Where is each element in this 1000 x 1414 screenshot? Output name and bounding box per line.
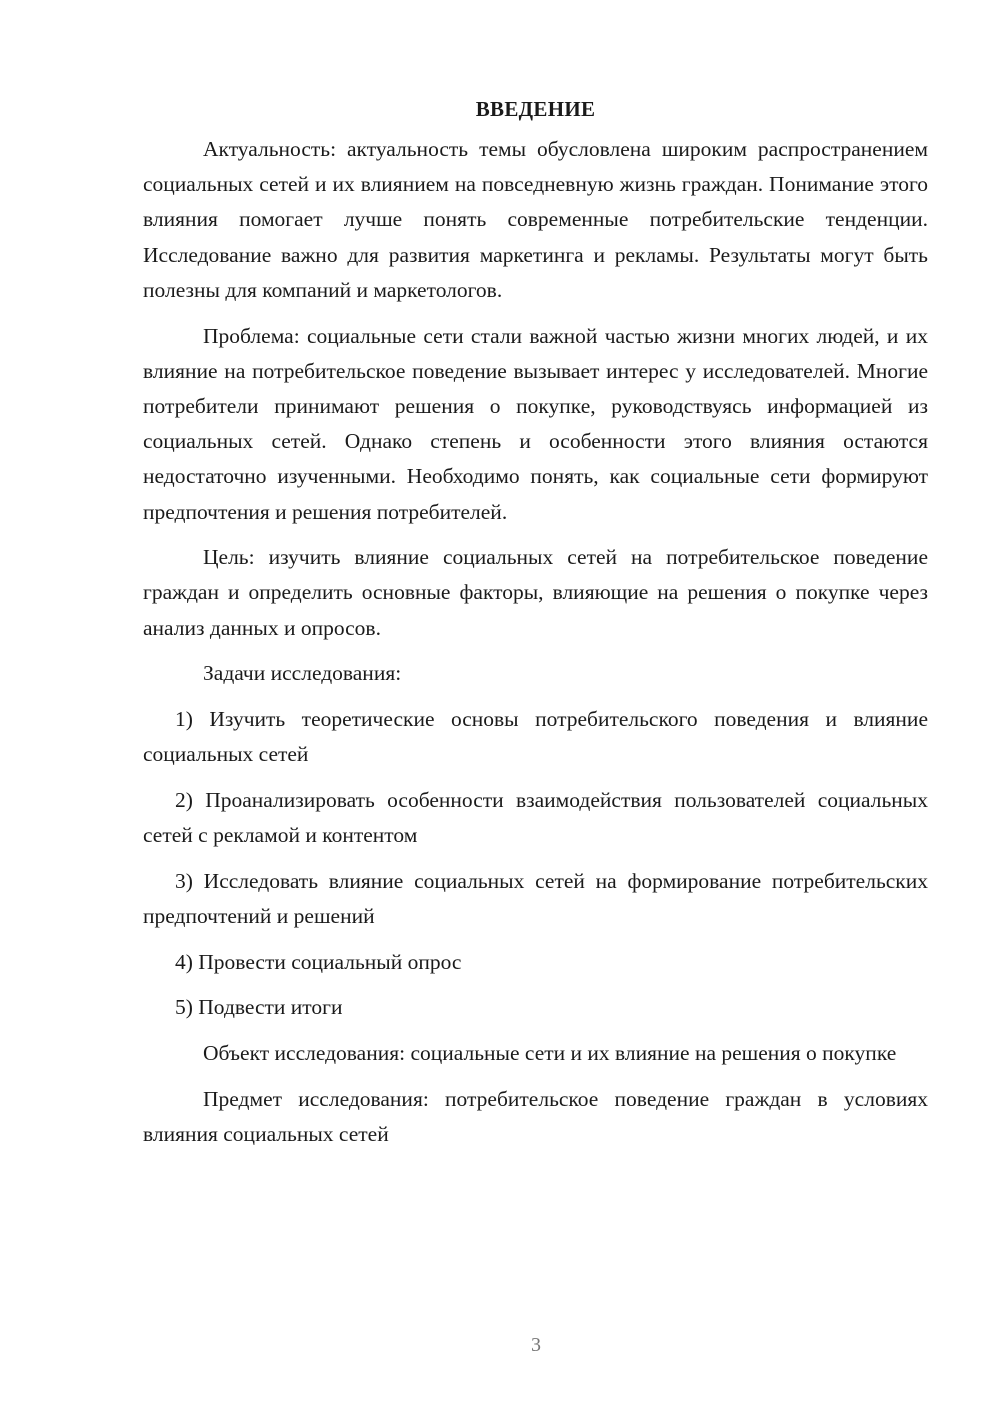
document-page xyxy=(143,92,928,1163)
paragraph-goal: Цель: изучить влияние социальных сетей на потребительское поведение граждан и определить основные факторы, влияющие на решения о покупке через анализ данных и опросов. xyxy=(143,545,928,640)
task-item-5: 5) Подвести итоги xyxy=(175,995,343,1020)
page-title: ВВЕДЕНИЕ xyxy=(475,97,596,121)
task-item-3: 3) Исследовать влияние социальных сетей на формирование потребительских предпочтений и решений xyxy=(143,868,928,929)
paragraph-subject: Предмет исследования: потребительское поведение граждан в условиях влияния социальных сетей xyxy=(143,1086,928,1147)
task-item-2: 2) Проанализировать особенности взаимодействия пользователей социальных сетей с рекламой и контентом xyxy=(143,787,928,848)
paragraph-relevance: Актуальность: актуальность темы обусловлена широким распространением социальных сетей и их влиянием на повседневную жизнь граждан. Понимание этого влияния помогает лучше понять современные потребительские тенденции. Исследование важно для развития маркетинга и рекламы. Результаты могут быть полезны для компаний и маркетологов. xyxy=(143,137,928,302)
tasks-heading: Задачи исследования: xyxy=(203,661,402,686)
page-number: 3 xyxy=(531,1334,541,1356)
paragraph-object: Объект исследования: социальные сети и их влияние на решения о покупке xyxy=(203,1041,897,1066)
task-item-1: 1) Изучить теоретические основы потребительского поведения и влияние социальных сетей xyxy=(143,707,928,767)
paragraph-problem: Проблема: социальные сети стали важной частью жизни многих людей, и их влияние на потребительское поведение вызывает интерес у исследователей. Многие потребители принимают решения о покупке, руководствуясь информацией из социальных сетей. Однако степень и особенности этого влияния остаются недостаточно изученными. Необходимо понять, как социальные сети формируют предпочтения и решения потребителей. xyxy=(143,323,928,524)
task-item-4: 4) Провести социальный опрос xyxy=(175,949,462,974)
